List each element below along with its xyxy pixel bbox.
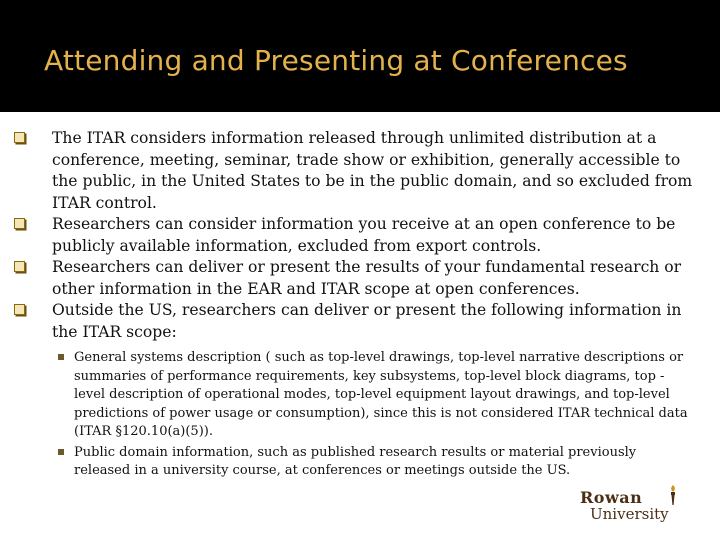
- bullet-text: Researchers can consider information you receive at an open conference to be publicly available information, excluded from export controls.: [52, 215, 676, 255]
- logo-text-university: University: [590, 505, 669, 523]
- slide-title: Attending and Presenting at Conferences: [44, 44, 628, 77]
- sub-bullet-item: [58, 349, 688, 442]
- torch-icon: [666, 484, 680, 506]
- square-bullet-icon: [58, 449, 64, 455]
- main-bullet-list: [14, 128, 704, 343]
- bullet-item: [14, 214, 704, 257]
- square-bullet-icon: [58, 354, 64, 360]
- title-bar: [0, 0, 720, 112]
- checkbox-bullet-icon: [14, 261, 25, 272]
- rowan-university-logo: [578, 484, 698, 526]
- sub-bullet-item: [58, 444, 688, 481]
- bullet-text: Outside the US, researchers can deliver or present the following information in the ITAR scope:: [52, 301, 682, 341]
- sub-bullet-text: General systems description ( such as top-level drawings, top-level narrative descriptions or summaries of performance requirements, key subsystems, top-level block diagrams, top -level description of operational modes, top-level equipment layout drawings, and top-level predictions of power usage or consumption), since this is not considered ITAR technical data (ITAR §120.10(a)(5)).: [74, 350, 688, 439]
- bullet-item: [14, 257, 704, 300]
- bullet-item: [14, 300, 704, 343]
- checkbox-bullet-icon: [14, 304, 25, 315]
- bullet-item: [14, 128, 704, 214]
- bullet-text: The ITAR considers information released through unlimited distribution at a conference, meeting, seminar, trade show or exhibition, generally accessible to the public, in the United States to be in the public domain, and so excluded from ITAR control.: [52, 129, 693, 212]
- checkbox-bullet-icon: [14, 132, 25, 143]
- logo-text-rowan: Rowan: [580, 488, 643, 507]
- sub-bullet-text: Public domain information, such as published research results or material previously released in a university course, at conferences or meetings outside the US.: [74, 444, 637, 478]
- checkbox-bullet-icon: [14, 218, 25, 229]
- bullet-text: Researchers can deliver or present the results of your fundamental research or other information in the EAR and ITAR scope at open conferences.: [52, 258, 682, 298]
- sub-bullet-list: [58, 349, 688, 483]
